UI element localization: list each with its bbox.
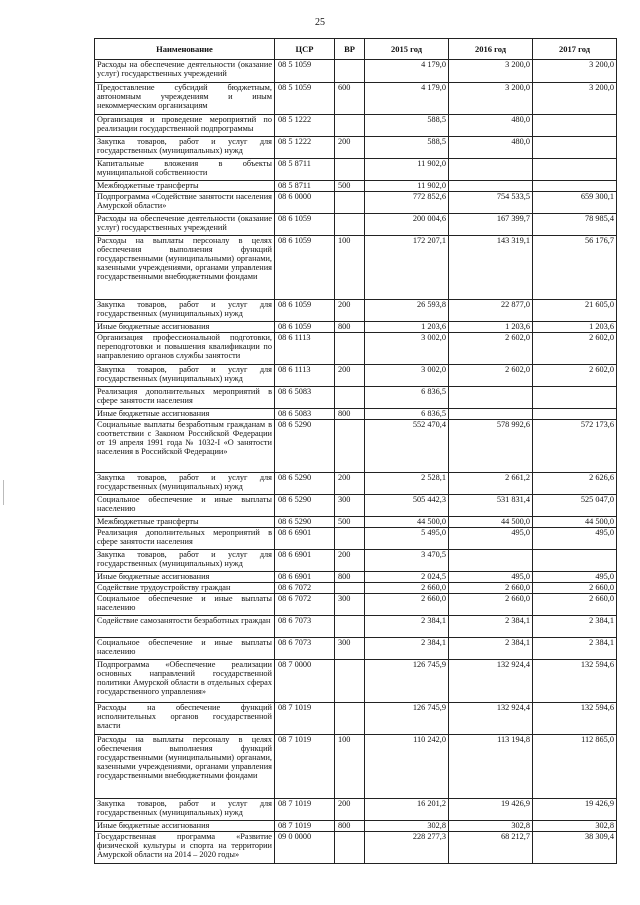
row-2015-cell: 302,8: [365, 821, 449, 832]
row-csr-cell: 08 6 5083: [275, 409, 335, 420]
row-2015-cell: 2 024,5: [365, 572, 449, 583]
row-2017-cell: [533, 387, 617, 409]
table-row: [95, 495, 617, 517]
row-name-cell: Межбюджетные трансферты: [95, 181, 275, 192]
row-vr-cell: 300: [335, 638, 365, 660]
row-2016-cell: 495,0: [449, 528, 533, 550]
row-2016-cell: 1 203,6: [449, 322, 533, 333]
row-2017-cell: 2 384,1: [533, 616, 617, 638]
row-2015-cell: 44 500,0: [365, 517, 449, 528]
row-2015-cell: 3 002,0: [365, 365, 449, 387]
row-2017-cell: 78 985,4: [533, 214, 617, 236]
row-name-cell: Организация и проведение мероприятий по реализации государственной подпрограммы: [95, 115, 275, 137]
table-header-row: [95, 39, 617, 60]
row-2015-cell: 16 201,2: [365, 799, 449, 821]
row-2016-cell: 3 200,0: [449, 60, 533, 83]
table-row: [95, 214, 617, 236]
row-2017-cell: [533, 159, 617, 181]
row-2015-cell: 6 836,5: [365, 387, 449, 409]
row-vr-cell: [335, 528, 365, 550]
row-vr-cell: [335, 420, 365, 473]
row-2016-cell: 480,0: [449, 137, 533, 159]
row-2016-cell: 44 500,0: [449, 517, 533, 528]
row-csr-cell: 08 6 5290: [275, 495, 335, 517]
row-2015-cell: 4 179,0: [365, 83, 449, 115]
row-name-cell: Иные бюджетные ассигнования: [95, 572, 275, 583]
row-2017-cell: [533, 115, 617, 137]
row-vr-cell: [335, 192, 365, 214]
row-2016-cell: 578 992,6: [449, 420, 533, 473]
row-2017-cell: [533, 409, 617, 420]
table-row: [95, 821, 617, 832]
row-vr-cell: 200: [335, 137, 365, 159]
row-vr-cell: [335, 703, 365, 735]
row-2015-cell: 1 203,6: [365, 322, 449, 333]
header-name: Наименование: [95, 39, 275, 60]
table-row: [95, 137, 617, 159]
row-vr-cell: 800: [335, 572, 365, 583]
row-vr-cell: [335, 214, 365, 236]
row-csr-cell: 08 6 7073: [275, 638, 335, 660]
row-name-cell: Закупка товаров, работ и услуг для государственных (муниципальных) нужд: [95, 473, 275, 495]
table-row: [95, 181, 617, 192]
table-row: [95, 799, 617, 821]
row-2017-cell: 132 594,6: [533, 660, 617, 703]
row-csr-cell: 08 5 1222: [275, 115, 335, 137]
row-name-cell: Содействие трудоустройству граждан: [95, 583, 275, 594]
row-2016-cell: 2 661,2: [449, 473, 533, 495]
table-row: [95, 528, 617, 550]
row-vr-cell: 100: [335, 236, 365, 300]
row-name-cell: Предоставление субсидий бюджетным, автономным учреждениям и иным некоммерческим организациям: [95, 83, 275, 115]
row-2016-cell: 531 831,4: [449, 495, 533, 517]
row-2017-cell: 659 300,1: [533, 192, 617, 214]
table-row: [95, 638, 617, 660]
table-body: [95, 60, 617, 864]
table-row: [95, 192, 617, 214]
row-vr-cell: [335, 387, 365, 409]
row-2016-cell: [449, 550, 533, 572]
header-2017: 2017 год: [533, 39, 617, 60]
table-row: [95, 159, 617, 181]
row-2015-cell: 2 660,0: [365, 594, 449, 616]
row-2017-cell: 56 176,7: [533, 236, 617, 300]
row-2016-cell: 480,0: [449, 115, 533, 137]
row-2017-cell: 572 173,6: [533, 420, 617, 473]
row-vr-cell: 200: [335, 550, 365, 572]
row-vr-cell: [335, 583, 365, 594]
row-2015-cell: 126 745,9: [365, 660, 449, 703]
row-vr-cell: 300: [335, 495, 365, 517]
row-2016-cell: [449, 159, 533, 181]
row-2015-cell: 4 179,0: [365, 60, 449, 83]
table-row: [95, 616, 617, 638]
table-row: [95, 115, 617, 137]
row-2015-cell: 11 902,0: [365, 159, 449, 181]
row-2016-cell: 2 660,0: [449, 594, 533, 616]
row-2017-cell: [533, 181, 617, 192]
row-csr-cell: 08 5 8711: [275, 159, 335, 181]
row-csr-cell: 08 6 7072: [275, 583, 335, 594]
row-2016-cell: 2 384,1: [449, 616, 533, 638]
table-row: [95, 572, 617, 583]
row-2015-cell: 588,5: [365, 137, 449, 159]
row-2017-cell: 2 602,0: [533, 333, 617, 365]
table-row: [95, 703, 617, 735]
table-row: [95, 550, 617, 572]
row-name-cell: Подпрограмма «Обеспечение реализации основных направлений государственной политики Амурской области в отдельных сферах государственного управления»: [95, 660, 275, 703]
row-csr-cell: 08 5 1059: [275, 83, 335, 115]
row-2016-cell: 495,0: [449, 572, 533, 583]
row-vr-cell: [335, 616, 365, 638]
table-row: [95, 83, 617, 115]
table-row: [95, 594, 617, 616]
row-2015-cell: 228 277,3: [365, 832, 449, 864]
row-csr-cell: 08 6 1059: [275, 236, 335, 300]
header-vr: ВР: [335, 39, 365, 60]
row-2016-cell: 2 660,0: [449, 583, 533, 594]
row-name-cell: Социальное обеспечение и иные выплаты населению: [95, 638, 275, 660]
row-name-cell: Расходы на обеспечение функций исполнительных органов государственной власти: [95, 703, 275, 735]
row-2017-cell: 1 203,6: [533, 322, 617, 333]
row-csr-cell: 08 6 5290: [275, 420, 335, 473]
row-2015-cell: 126 745,9: [365, 703, 449, 735]
table-row: [95, 735, 617, 799]
row-name-cell: Расходы на выплаты персоналу в целях обеспечения выполнения функций государственными (муниципальными) органами, казенными учреждениями, органами управления государственными внебюджетными фондами: [95, 735, 275, 799]
row-2017-cell: 3 200,0: [533, 83, 617, 115]
row-2017-cell: 44 500,0: [533, 517, 617, 528]
row-2017-cell: 302,8: [533, 821, 617, 832]
row-2016-cell: [449, 387, 533, 409]
row-2015-cell: 505 442,3: [365, 495, 449, 517]
row-name-cell: Расходы на обеспечение деятельности (оказание услуг) государственных учреждений: [95, 60, 275, 83]
header-2015: 2015 год: [365, 39, 449, 60]
row-name-cell: Иные бюджетные ассигнования: [95, 322, 275, 333]
row-vr-cell: 300: [335, 594, 365, 616]
row-csr-cell: 08 6 6901: [275, 572, 335, 583]
budget-table: [94, 38, 617, 864]
row-2017-cell: 495,0: [533, 572, 617, 583]
row-2016-cell: 68 212,7: [449, 832, 533, 864]
row-name-cell: Закупка товаров, работ и услуг для государственных (муниципальных) нужд: [95, 799, 275, 821]
table-row: [95, 832, 617, 864]
table-row: [95, 387, 617, 409]
row-2017-cell: 495,0: [533, 528, 617, 550]
row-2017-cell: 2 626,6: [533, 473, 617, 495]
row-csr-cell: 08 7 1019: [275, 735, 335, 799]
row-name-cell: Расходы на выплаты персоналу в целях обеспечения выполнения функций государственными (муниципальными) органами, казенными учреждениями, органами управления государственными внебюджетными фондами: [95, 236, 275, 300]
table-row: [95, 365, 617, 387]
row-csr-cell: 08 6 7072: [275, 594, 335, 616]
row-vr-cell: [335, 159, 365, 181]
row-2017-cell: 2 384,1: [533, 638, 617, 660]
row-2015-cell: 11 902,0: [365, 181, 449, 192]
row-vr-cell: 800: [335, 821, 365, 832]
row-2015-cell: 3 002,0: [365, 333, 449, 365]
row-2015-cell: 110 242,0: [365, 735, 449, 799]
row-csr-cell: 09 0 0000: [275, 832, 335, 864]
row-name-cell: Социальное обеспечение и иные выплаты населению: [95, 495, 275, 517]
page-number: 25: [315, 17, 325, 28]
row-csr-cell: 08 5 8711: [275, 181, 335, 192]
row-2016-cell: 754 533,5: [449, 192, 533, 214]
row-name-cell: Закупка товаров, работ и услуг для государственных (муниципальных) нужд: [95, 365, 275, 387]
row-name-cell: Государственная программа «Развитие физической культуры и спорта на территории Амурской области на 2014 – 2020 годы»: [95, 832, 275, 864]
row-2017-cell: 525 047,0: [533, 495, 617, 517]
row-2016-cell: [449, 181, 533, 192]
row-vr-cell: 600: [335, 83, 365, 115]
row-2017-cell: 3 200,0: [533, 60, 617, 83]
row-name-cell: Реализация дополнительных мероприятий в сфере занятости населения: [95, 387, 275, 409]
row-name-cell: Межбюджетные трансферты: [95, 517, 275, 528]
table-row: [95, 300, 617, 322]
row-csr-cell: 08 6 6901: [275, 550, 335, 572]
header-csr: ЦСР: [275, 39, 335, 60]
row-csr-cell: 08 6 1059: [275, 322, 335, 333]
row-2015-cell: 2 384,1: [365, 616, 449, 638]
row-vr-cell: 500: [335, 181, 365, 192]
row-2015-cell: 2 528,1: [365, 473, 449, 495]
row-2016-cell: 132 924,4: [449, 703, 533, 735]
row-2017-cell: 21 605,0: [533, 300, 617, 322]
row-name-cell: Закупка товаров, работ и услуг для государственных (муниципальных) нужд: [95, 137, 275, 159]
row-2016-cell: [449, 409, 533, 420]
row-2017-cell: 2 602,0: [533, 365, 617, 387]
row-csr-cell: 08 6 0000: [275, 192, 335, 214]
row-2016-cell: 132 924,4: [449, 660, 533, 703]
row-name-cell: Расходы на обеспечение деятельности (оказание услуг) государственных учреждений: [95, 214, 275, 236]
row-2017-cell: [533, 137, 617, 159]
table-row: [95, 60, 617, 83]
table-row: [95, 420, 617, 473]
table-row: [95, 409, 617, 420]
row-vr-cell: 100: [335, 735, 365, 799]
row-2015-cell: 6 836,5: [365, 409, 449, 420]
row-2017-cell: 38 309,4: [533, 832, 617, 864]
row-2015-cell: 588,5: [365, 115, 449, 137]
row-2017-cell: 2 660,0: [533, 583, 617, 594]
row-name-cell: Организация профессиональной подготовки, переподготовки и повышения квалификации по направлению органов службы занятости: [95, 333, 275, 365]
row-2015-cell: 772 852,6: [365, 192, 449, 214]
row-csr-cell: 08 7 1019: [275, 703, 335, 735]
row-csr-cell: 08 6 5083: [275, 387, 335, 409]
row-vr-cell: 800: [335, 322, 365, 333]
row-name-cell: Социальные выплаты безработным гражданам в соответствии с Законом Российской Федерации от 19 апреля 1991 года № 1032-I «О занятости населения в Российской Федерации»: [95, 420, 275, 473]
row-2015-cell: 200 004,6: [365, 214, 449, 236]
row-2017-cell: 19 426,9: [533, 799, 617, 821]
row-csr-cell: 08 6 1113: [275, 365, 335, 387]
row-vr-cell: [335, 832, 365, 864]
table-row: [95, 473, 617, 495]
row-csr-cell: 08 6 1113: [275, 333, 335, 365]
row-csr-cell: 08 5 1059: [275, 60, 335, 83]
row-vr-cell: [335, 60, 365, 83]
row-vr-cell: 800: [335, 409, 365, 420]
row-csr-cell: 08 7 1019: [275, 821, 335, 832]
table-row: [95, 583, 617, 594]
row-vr-cell: 200: [335, 365, 365, 387]
row-2017-cell: [533, 550, 617, 572]
row-csr-cell: 08 6 7073: [275, 616, 335, 638]
table-row: [95, 322, 617, 333]
row-2015-cell: 172 207,1: [365, 236, 449, 300]
row-name-cell: Содействие самозанятости безработных граждан: [95, 616, 275, 638]
row-name-cell: Капитальные вложения в объекты муниципальной собственности: [95, 159, 275, 181]
row-2015-cell: 552 470,4: [365, 420, 449, 473]
row-2016-cell: 19 426,9: [449, 799, 533, 821]
row-2016-cell: 143 319,1: [449, 236, 533, 300]
row-2016-cell: 2 602,0: [449, 365, 533, 387]
table-row: [95, 333, 617, 365]
row-name-cell: Иные бюджетные ассигнования: [95, 409, 275, 420]
row-csr-cell: 08 6 1059: [275, 300, 335, 322]
row-vr-cell: 200: [335, 300, 365, 322]
row-name-cell: Иные бюджетные ассигнования: [95, 821, 275, 832]
row-2015-cell: 5 495,0: [365, 528, 449, 550]
table-row: [95, 660, 617, 703]
row-2017-cell: 2 660,0: [533, 594, 617, 616]
row-vr-cell: [335, 660, 365, 703]
scan-edge-mark: [3, 480, 4, 505]
row-2015-cell: 2 384,1: [365, 638, 449, 660]
row-csr-cell: 08 6 1059: [275, 214, 335, 236]
row-2016-cell: 3 200,0: [449, 83, 533, 115]
row-name-cell: Закупка товаров, работ и услуг для государственных (муниципальных) нужд: [95, 550, 275, 572]
row-csr-cell: 08 6 5290: [275, 517, 335, 528]
row-2016-cell: 22 877,0: [449, 300, 533, 322]
row-csr-cell: 08 5 1222: [275, 137, 335, 159]
row-2016-cell: 302,8: [449, 821, 533, 832]
row-2015-cell: 2 660,0: [365, 583, 449, 594]
row-csr-cell: 08 7 0000: [275, 660, 335, 703]
row-2016-cell: 2 602,0: [449, 333, 533, 365]
row-vr-cell: [335, 333, 365, 365]
row-2015-cell: 3 470,5: [365, 550, 449, 572]
table-row: [95, 236, 617, 300]
row-vr-cell: 500: [335, 517, 365, 528]
row-2016-cell: 2 384,1: [449, 638, 533, 660]
row-name-cell: Подпрограмма «Содействие занятости населения Амурской области»: [95, 192, 275, 214]
row-vr-cell: [335, 115, 365, 137]
row-2017-cell: 132 594,6: [533, 703, 617, 735]
row-2017-cell: 112 865,0: [533, 735, 617, 799]
row-vr-cell: 200: [335, 799, 365, 821]
row-csr-cell: 08 7 1019: [275, 799, 335, 821]
table-row: [95, 517, 617, 528]
row-2015-cell: 26 593,8: [365, 300, 449, 322]
row-name-cell: Социальное обеспечение и иные выплаты населению: [95, 594, 275, 616]
row-name-cell: Закупка товаров, работ и услуг для государственных (муниципальных) нужд: [95, 300, 275, 322]
header-2016: 2016 год: [449, 39, 533, 60]
row-vr-cell: 200: [335, 473, 365, 495]
row-2016-cell: 113 194,8: [449, 735, 533, 799]
row-csr-cell: 08 6 6901: [275, 528, 335, 550]
row-name-cell: Реализация дополнительных мероприятий в сфере занятости населения: [95, 528, 275, 550]
row-csr-cell: 08 6 5290: [275, 473, 335, 495]
row-2016-cell: 167 399,7: [449, 214, 533, 236]
